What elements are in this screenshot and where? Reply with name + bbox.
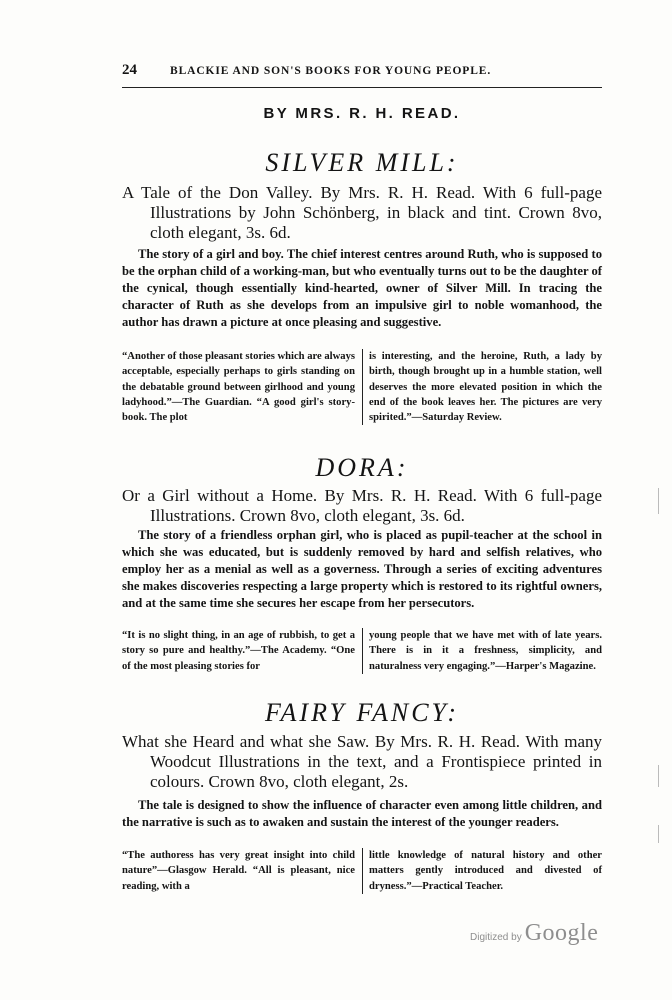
watermark-prefix: Digitized by bbox=[470, 932, 522, 943]
digitized-by-google-watermark bbox=[470, 920, 630, 947]
review-right-column: little knowledge of natural history and other matters gently introduced and divested of dryness.”—Practical Teacher. bbox=[369, 850, 602, 892]
page-edge-mark bbox=[658, 765, 659, 787]
review-columns-silver-mill bbox=[122, 349, 602, 425]
book-summary-dora bbox=[122, 527, 602, 612]
book-title-silver-mill: SILVER MILL: bbox=[265, 148, 459, 177]
review-columns-dora bbox=[122, 628, 602, 674]
review-right-column: young people that we have met with of late years. There is in it a freshness, simplicity, and naturalness very engaging.”—Harper's Magazine. bbox=[369, 630, 602, 672]
header-rule bbox=[122, 87, 602, 88]
summary-text: The story of a friendless orphan girl, who is placed as pupil-teacher at the school in which she was educated, but is suddenly removed by hard and selfish relatives, who employ her as a menial as well as a governess. Through a series of exciting adventures she makes discoveries respecting a large property which is restored to its rightful owners, and at the same time she secures her escape from her persecutors. bbox=[122, 528, 602, 610]
page-edge-mark bbox=[658, 825, 659, 843]
page-edge-mark bbox=[658, 488, 659, 514]
book-description-silver-mill bbox=[122, 183, 602, 243]
author-heading: BY MRS. R. H. READ. bbox=[263, 105, 461, 122]
page-number: 24 bbox=[122, 62, 137, 78]
column-divider bbox=[362, 628, 363, 674]
column-divider bbox=[362, 848, 363, 894]
description-text: A Tale of the Don Valley. By Mrs. R. H. Read. With 6 full-page Illustrations by John Schönberg, in black and tint. Crown 8vo, cloth elegant, 3s. 6d. bbox=[122, 183, 602, 242]
book-title-dora: DORA: bbox=[315, 453, 409, 482]
review-left-column: “The authoress has very great insight into child nature”—Glasgow Herald. “All is pleasant, nice reading, with a bbox=[122, 850, 355, 892]
running-title: BLACKIE AND SON'S BOOKS FOR YOUNG PEOPLE. bbox=[170, 65, 492, 77]
running-head bbox=[122, 62, 602, 79]
review-left-column: “It is no slight thing, in an age of rubbish, to get a story so pure and healthy.”—The Academy. “One of the most pleasing stories for bbox=[122, 630, 355, 672]
google-logo: Google bbox=[524, 920, 599, 946]
book-description-dora bbox=[122, 486, 602, 526]
description-text: Or a Girl without a Home. By Mrs. R. H. Read. With 6 full-page Illustrations. Crown 8vo, cloth elegant, 3s. 6d. bbox=[122, 486, 602, 525]
review-columns-fairy-fancy bbox=[122, 848, 602, 894]
description-text: What she Heard and what she Saw. By Mrs. R. H. Read. With many Woodcut Illustrations in the text, and a Frontispiece printed in colours. Crown 8vo, cloth elegant, 2s. bbox=[122, 732, 602, 791]
review-left-column: “Another of those pleasant stories which are always acceptable, especially perhaps to girls standing on the debatable ground between girlhood and young ladyhood.”—The Guardian. “A good girl's story-book. The plot bbox=[122, 351, 355, 424]
review-right-column: is interesting, and the heroine, Ruth, a lady by birth, though brought up in a humble station, well deserves the more elevated position in which the end of the book leaves her. The pictures are very spirited.”—Saturday Review. bbox=[369, 351, 602, 424]
summary-text: The tale is designed to show the influence of character even among little children, and the narrative is such as to awaken and sustain the interest of the younger readers. bbox=[122, 798, 602, 829]
book-summary-silver-mill bbox=[122, 246, 602, 331]
column-divider bbox=[362, 349, 363, 425]
summary-text: The story of a girl and boy. The chief interest centres around Ruth, who is supposed to be the orphan child of a working-man, but who eventually turns out to be the daughter of the cynical, though essentially kind-hearted, owner of Silver Mill. In tracing the character of Ruth as she develops from an impulsive girl to noble womanhood, the author has drawn a picture at once pleasing and suggestive. bbox=[122, 247, 602, 329]
book-summary-fairy-fancy bbox=[122, 797, 602, 831]
book-title-fairy-fancy: FAIRY FANCY: bbox=[265, 698, 459, 727]
book-description-fairy-fancy bbox=[122, 732, 602, 792]
